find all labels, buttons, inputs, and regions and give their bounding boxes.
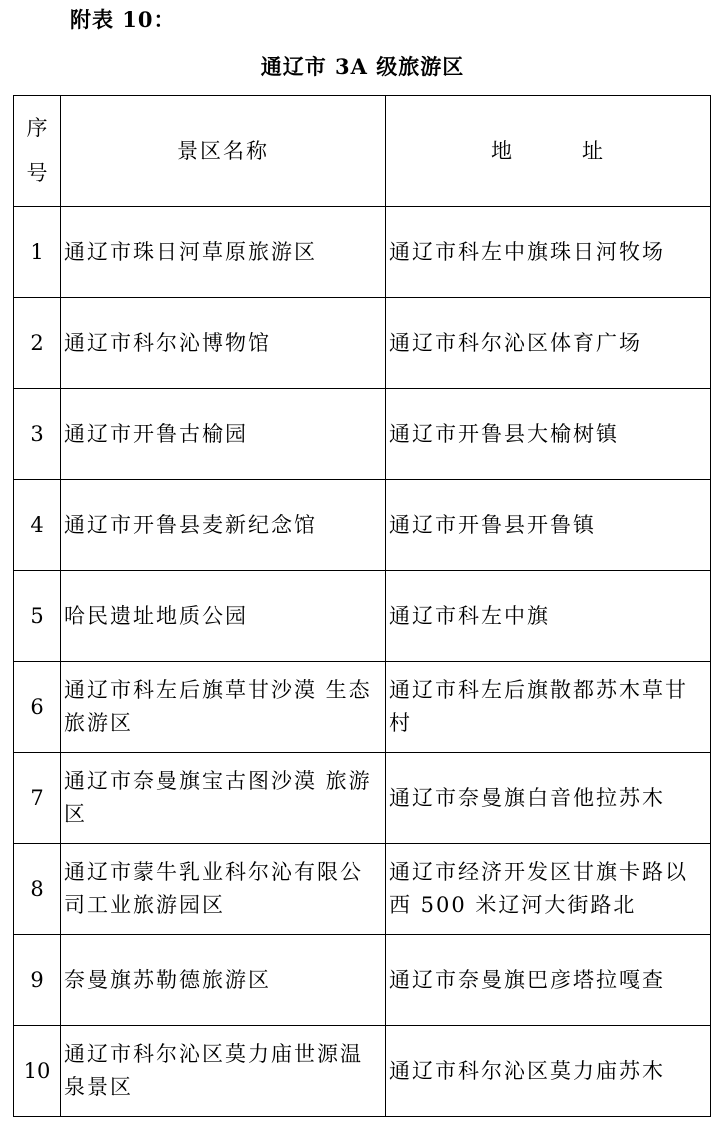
row-scenic-name: 通辽市开鲁县麦新纪念馆 [61,480,386,571]
row-number: 4 [14,480,61,571]
table-row [14,935,711,1026]
table-title: 通辽市 3A 级旅游区 [260,54,465,79]
row-address: 通辽市开鲁县开鲁镇 [386,480,711,571]
table-row [14,662,711,753]
row-number: 3 [14,389,61,480]
row-number: 1 [14,207,61,298]
scenic-area-table [13,95,711,1117]
row-scenic-name: 通辽市奈曼旗宝古图沙漠 旅游区 [61,753,386,844]
table-row [14,1026,711,1117]
header-address-part1: 地 [491,138,514,163]
row-scenic-name: 奈曼旗苏勒德旅游区 [61,935,386,1026]
row-scenic-name: 通辽市科尔沁博物馆 [61,298,386,389]
table-row [14,753,711,844]
header-address [386,96,711,207]
row-scenic-name: 通辽市蒙牛乳业科尔沁有限公司工业旅游园区 [61,844,386,935]
table-row [14,571,711,662]
row-address: 通辽市奈曼旗巴彦塔拉嘎查 [386,935,711,1026]
row-address: 通辽市开鲁县大榆树镇 [386,389,711,480]
table-row [14,480,711,571]
row-address: 通辽市科尔沁区莫力庙苏木 [386,1026,711,1117]
row-address: 通辽市科左后旗散都苏木草甘村 [386,662,711,753]
header-scenic-name: 景区名称 [61,96,386,207]
table-header-row [14,96,711,207]
header-address-part2: 址 [582,138,605,163]
row-number: 2 [14,298,61,389]
header-serial-line2: 号 [26,161,48,185]
table-row [14,844,711,935]
row-number: 8 [14,844,61,935]
table-row [14,207,711,298]
row-scenic-name: 通辽市珠日河草原旅游区 [61,207,386,298]
appendix-label: 附表 10： [70,7,176,32]
row-scenic-name: 通辽市科尔沁区莫力庙世源温泉景区 [61,1026,386,1117]
table-row [14,389,711,480]
row-scenic-name: 通辽市开鲁古榆园 [61,389,386,480]
table-row [14,298,711,389]
row-address: 通辽市经济开发区甘旗卡路以西 500 米辽河大街路北 [386,844,711,935]
header-serial-number [14,96,61,207]
row-address: 通辽市科左中旗珠日河牧场 [386,207,711,298]
row-number: 7 [14,753,61,844]
row-address: 通辽市奈曼旗白音他拉苏木 [386,753,711,844]
row-number: 10 [14,1026,61,1117]
row-address: 通辽市科左中旗 [386,571,711,662]
row-scenic-name: 通辽市科左后旗草甘沙漠 生态旅游区 [61,662,386,753]
row-number: 6 [14,662,61,753]
row-address: 通辽市科尔沁区体育广场 [386,298,711,389]
row-number: 9 [14,935,61,1026]
row-scenic-name: 哈民遗址地质公园 [61,571,386,662]
header-serial-line1: 序 [26,116,48,140]
row-number: 5 [14,571,61,662]
